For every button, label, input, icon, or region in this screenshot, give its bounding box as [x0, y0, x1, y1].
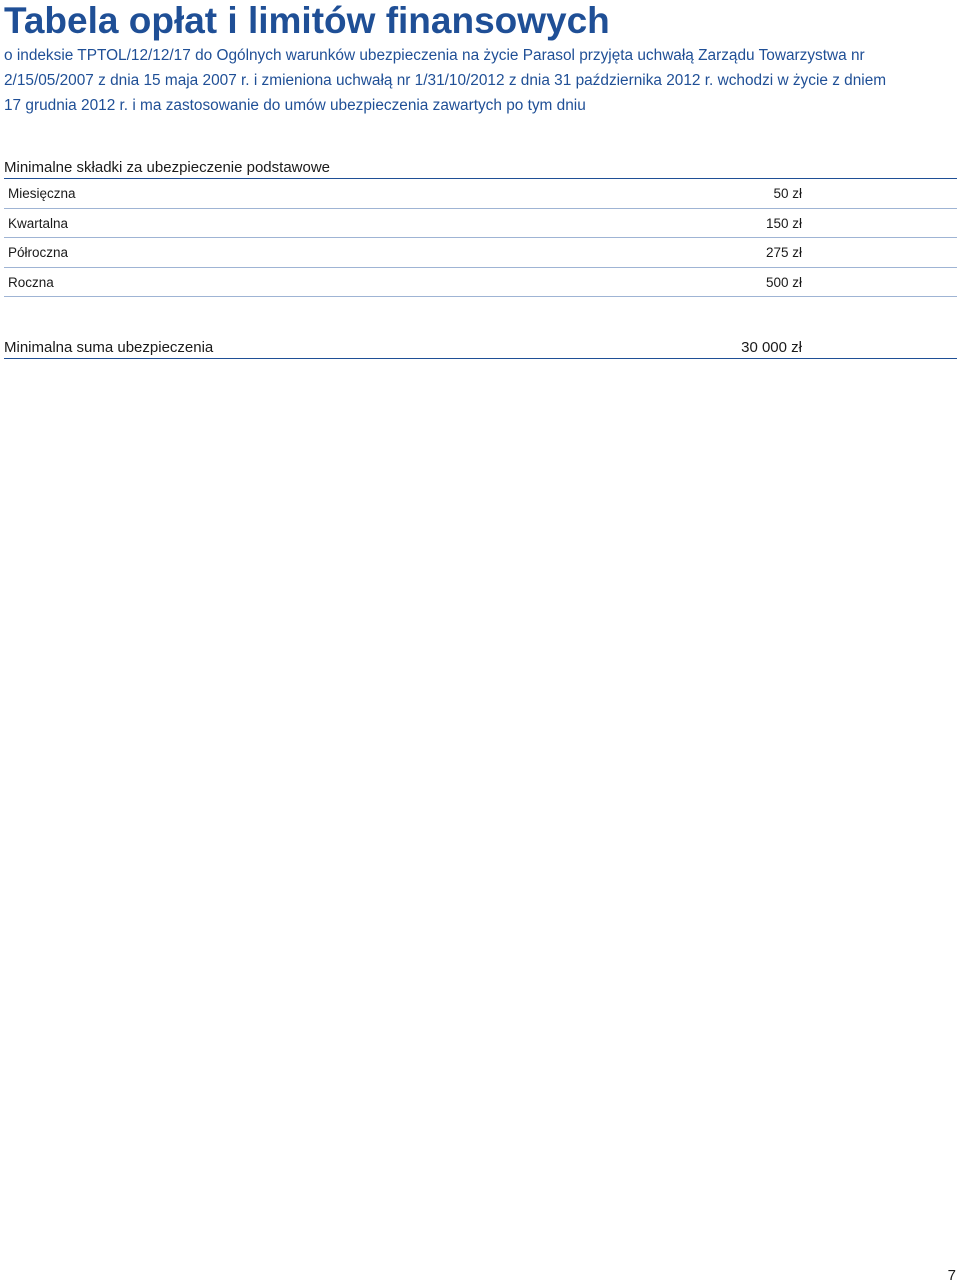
table-row	[4, 238, 957, 268]
row-label: Roczna	[8, 274, 54, 290]
intro-text: o indeksie TPTOL/12/12/17 do Ogólnych warunków ubezpieczenia na życie Parasol przyjęta uchwałą Zarządu Towarzystwa nr 2/15/05/2007 z dnia 15 maja 2007 r. i zmieniona uchwałą nr 1/31/10/2012 z dnia 31 października 2012 r. wchodzi w życie z dniem 17 grudnia 2012 r. i ma zastosowanie do umów ubezpieczenia zawartych po tym dniu	[4, 47, 887, 114]
min-sum-label: Minimalna suma ubezpieczenia	[4, 339, 214, 356]
row-value: 150 zł	[765, 215, 802, 231]
table-row	[4, 209, 957, 239]
row-value: 500 zł	[765, 274, 802, 290]
premiums-heading	[4, 157, 957, 179]
row-label: Miesięczna	[8, 186, 76, 201]
row-value: 50 zł	[773, 186, 802, 201]
page-number: 7	[947, 1267, 956, 1284]
premiums-table	[4, 179, 957, 297]
row-label: Półroczna	[8, 245, 69, 260]
table-row	[4, 179, 957, 209]
table-row	[4, 268, 957, 298]
premiums-heading-label: Minimalne składki za ubezpieczenie podstawowe	[4, 159, 331, 176]
row-value: 275 zł	[765, 245, 802, 260]
page-title: Tabela opłat i limitów finansowych	[4, 0, 610, 41]
row-label: Kwartalna	[8, 215, 69, 231]
min-sum-value: 30 000 zł	[741, 339, 802, 356]
min-sum-row	[4, 337, 957, 359]
